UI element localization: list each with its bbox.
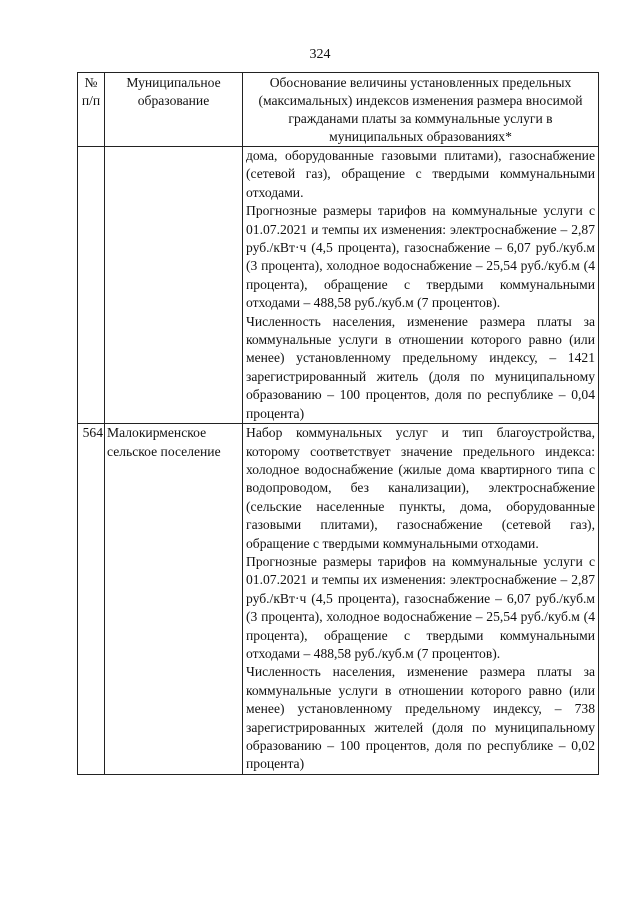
row-num-cell: 564	[78, 424, 105, 775]
row-municipality-cell: Малокирменское сельское поселение	[105, 424, 243, 775]
header-num: № п/п	[78, 73, 105, 147]
row-paragraph-3: Численность населения, изменение размера платы за коммунальные услуги в отношении которого равно (или менее) установленному предельному индексу, – 738 зарегистрированных жителей (доля по муниципальному образованию – 100 процентов, доля по республике – 0,02 процента)	[246, 664, 595, 772]
continuation-municipality-cell	[105, 147, 243, 424]
row-paragraph-1: Набор коммунальных услуг и тип благоустройства, которому соответствует значение предельного индекса: холодное водоснабжение (жилые дома квартирного типа с водопроводом, без канализации), электроснабжение (сельские населенные пункты, дома, оборудованные газовыми плитами), газоснабжение (сетевой газ), обращение с твердыми коммунальными отходами.	[246, 425, 595, 551]
continuation-justification-cell	[243, 147, 599, 424]
tariff-index-table	[77, 72, 599, 775]
page-number: 324	[309, 47, 331, 62]
continuation-num-cell	[78, 147, 105, 424]
table-row-564	[78, 424, 599, 775]
table-header-row	[78, 73, 599, 147]
row-justification-cell	[243, 424, 599, 775]
header-justification: Обоснование величины установленных предельных (максимальных) индексов изменения размера вносимой гражданами платы за коммунальные услуги в муниципальных образованиях*	[243, 73, 599, 147]
row-paragraph-2: Прогнозные размеры тарифов на коммунальные услуги с 01.07.2021 и темпы их изменения: электроснабжение – 2,87 руб./кВт·ч (4,5 процента), газоснабжение – 6,07 руб./куб.м (3 процента), холодное водоснабжение – 25,54 руб./куб.м (4 процента), обращение с твердыми коммунальными отходами – 488,58 руб./куб.м (7 процентов).	[246, 553, 595, 661]
continuation-paragraph-1: дома, оборудованные газовыми плитами), газоснабжение (сетевой газ), обращение с твердыми коммунальными отходами.	[246, 148, 595, 200]
table-row-continuation	[78, 147, 599, 424]
header-municipality: Муниципальное образование	[105, 73, 243, 147]
continuation-paragraph-2: Прогнозные размеры тарифов на коммунальные услуги с 01.07.2021 и темпы их изменения: электроснабжение – 2,87 руб./кВт·ч (4,5 процента), газоснабжение – 6,07 руб./куб.м (3 процента), холодное водоснабжение – 25,54 руб./куб.м (4 процента), обращение с твердыми коммунальными отходами – 488,58 руб./куб.м (7 процентов).	[246, 203, 595, 311]
continuation-paragraph-3: Численность населения, изменение размера платы за коммунальные услуги в отношении которого равно (или менее) установленному предельному индексу, – 1421 зарегистрированный житель (доля по муниципальному образованию – 100 процентов, доля по республике – 0,04 процента)	[246, 313, 595, 421]
